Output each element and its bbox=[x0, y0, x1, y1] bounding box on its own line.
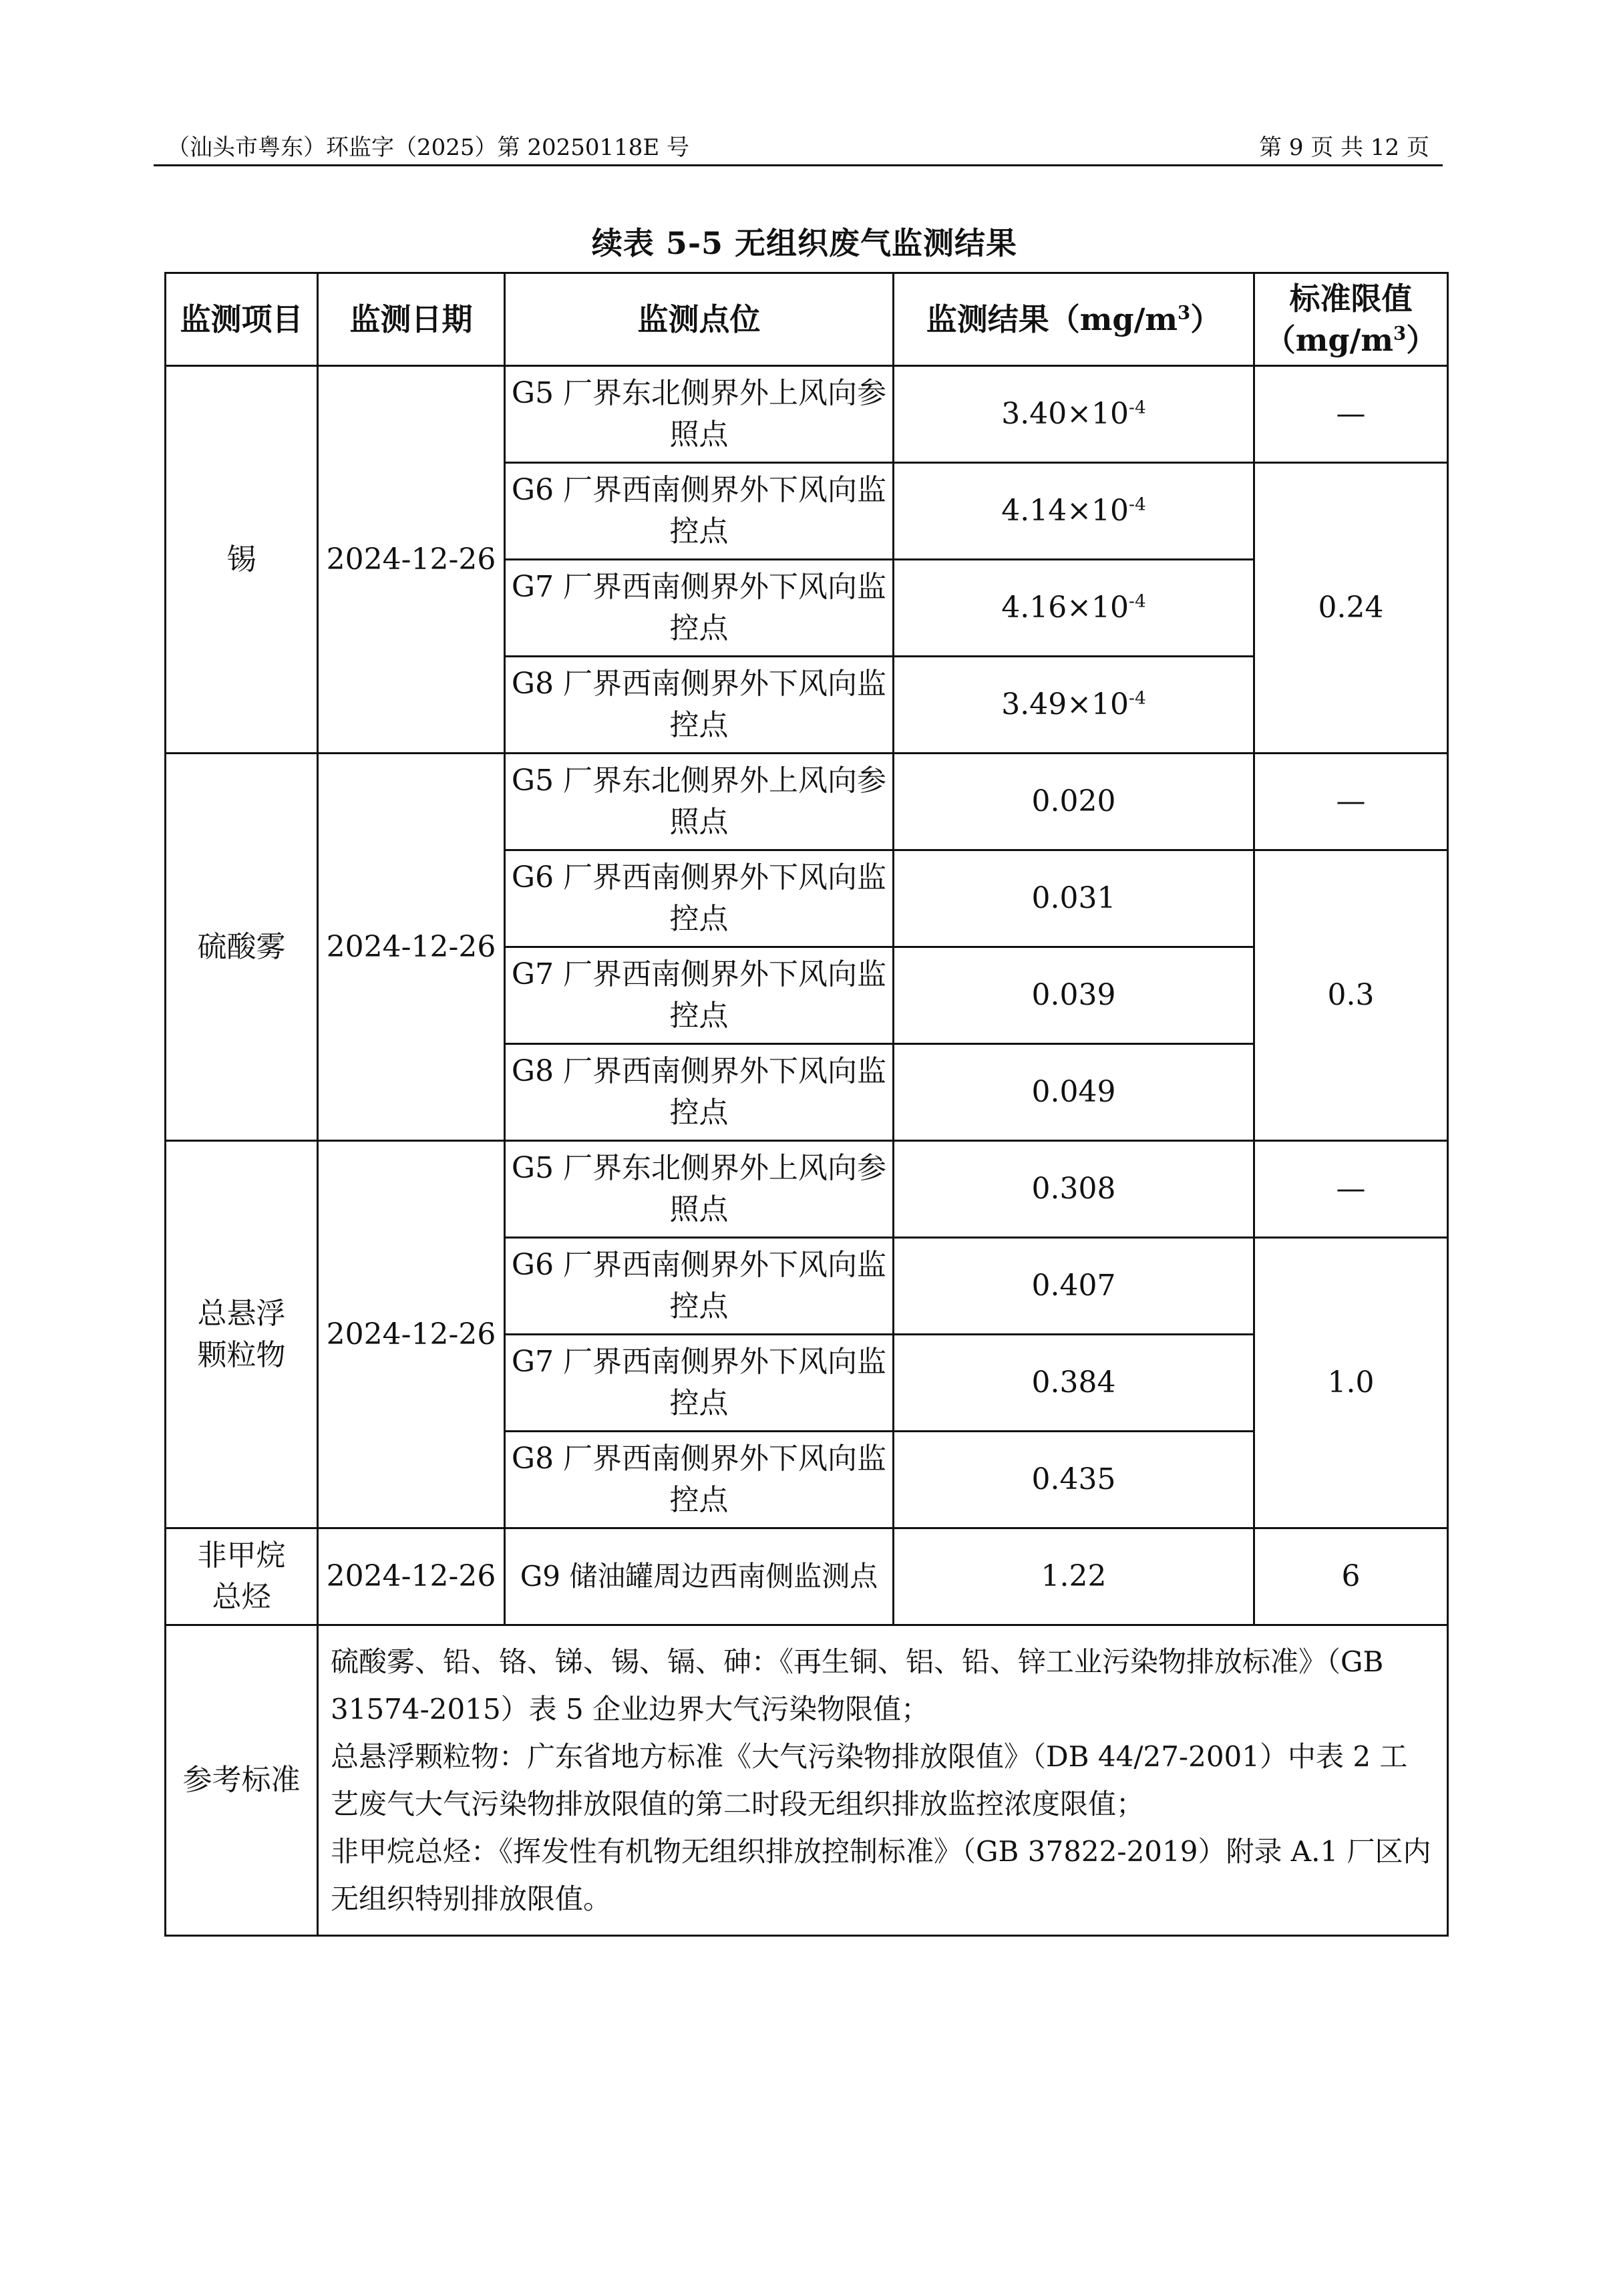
result-exp: -4 bbox=[1129, 397, 1146, 418]
item-line: 颗粒物 bbox=[197, 1337, 286, 1372]
item-line: 总悬浮 bbox=[197, 1296, 286, 1331]
result-cell bbox=[894, 657, 1254, 754]
point-cell: G8 厂界西南侧界外下风向监控点 bbox=[505, 1432, 894, 1528]
limit-cell: 6 bbox=[1254, 1528, 1448, 1625]
header-result-text: 监测结果（mg/m bbox=[926, 301, 1178, 337]
limit-cell: 0.24 bbox=[1254, 463, 1448, 754]
table-title: 续表 5-5 无组织废气监测结果 bbox=[591, 225, 1018, 261]
result-cell: 0.407 bbox=[894, 1238, 1254, 1335]
point-cell: G7 厂界西南侧界外下风向监控点 bbox=[505, 1335, 894, 1432]
point-cell: G5 厂界东北侧界外上风向参照点 bbox=[505, 754, 894, 850]
result-base: 4.14×10 bbox=[1001, 494, 1129, 528]
header-point: 监测点位 bbox=[505, 273, 894, 366]
result-cell: 0.031 bbox=[894, 850, 1254, 947]
result-cell bbox=[894, 463, 1254, 560]
header-result-sup: 3 bbox=[1178, 301, 1191, 324]
result-cell: 1.22 bbox=[894, 1528, 1254, 1625]
item-line: 总烃 bbox=[212, 1580, 271, 1614]
result-cell: 0.020 bbox=[894, 754, 1254, 850]
item-line: 非甲烷 bbox=[197, 1538, 286, 1573]
result-cell: 0.308 bbox=[894, 1141, 1254, 1238]
monitoring-results-table bbox=[164, 272, 1449, 1937]
reference-label: 参考标准 bbox=[166, 1625, 318, 1936]
header-limit-line2 bbox=[1260, 319, 1441, 361]
header-limit-close: ） bbox=[1406, 322, 1437, 358]
result-cell bbox=[894, 366, 1254, 463]
point-cell: G9 储油罐周边西南侧监测点 bbox=[505, 1528, 894, 1625]
header-limit-unit: （mg/m bbox=[1264, 322, 1394, 358]
table-row bbox=[166, 1528, 1448, 1625]
point-cell: G6 厂界西南侧界外下风向监控点 bbox=[505, 1238, 894, 1335]
reference-line: 非甲烷总烃：《挥发性有机物无组织排放控制标准》（GB 37822-2019）附录 A.1 厂区内无组织特别排放限值。 bbox=[331, 1835, 1431, 1915]
header-item: 监测项目 bbox=[166, 273, 318, 366]
table-row bbox=[166, 754, 1448, 850]
header-limit-line1: 标准限值 bbox=[1289, 281, 1413, 317]
point-cell: G6 厂界西南侧界外下风向监控点 bbox=[505, 850, 894, 947]
date-cell: 2024-12-26 bbox=[318, 1141, 505, 1528]
point-cell: G7 厂界西南侧界外下风向监控点 bbox=[505, 560, 894, 657]
document-number: （汕头市粤东）环监字（2025）第 20250118E 号 bbox=[167, 134, 690, 161]
limit-cell: 0.3 bbox=[1254, 850, 1448, 1141]
point-cell: G6 厂界西南侧界外下风向监控点 bbox=[505, 463, 894, 560]
result-exp: -4 bbox=[1129, 494, 1146, 515]
table-row bbox=[166, 366, 1448, 463]
table-header-row bbox=[166, 273, 1448, 366]
date-cell: 2024-12-26 bbox=[318, 1528, 505, 1625]
point-cell: G8 厂界西南侧界外下风向监控点 bbox=[505, 657, 894, 754]
header-limit-sup: 3 bbox=[1393, 322, 1407, 345]
date-cell: 2024-12-26 bbox=[318, 754, 505, 1141]
point-cell: G8 厂界西南侧界外下风向监控点 bbox=[505, 1044, 894, 1141]
point-cell: G5 厂界东北侧界外上风向参照点 bbox=[505, 366, 894, 463]
result-base: 3.49×10 bbox=[1001, 687, 1129, 721]
table-row bbox=[166, 1141, 1448, 1238]
limit-cell: 1.0 bbox=[1254, 1238, 1448, 1528]
page-header bbox=[154, 131, 1443, 166]
result-cell bbox=[894, 560, 1254, 657]
result-base: 3.40×10 bbox=[1001, 397, 1129, 431]
header-date: 监测日期 bbox=[318, 273, 505, 366]
result-cell: 0.039 bbox=[894, 947, 1254, 1044]
reference-line: 总悬浮颗粒物：广东省地方标准《大气污染物排放限值》（DB 44/27-2001）中表 2 工艺废气大气污染物排放限值的第二时段无组织排放监控浓度限值； bbox=[331, 1740, 1408, 1820]
result-exp: -4 bbox=[1129, 591, 1146, 612]
item-sulfuric-acid-mist: 硫酸雾 bbox=[166, 754, 318, 1141]
item-tin: 锡 bbox=[166, 366, 318, 754]
limit-ref-cell: — bbox=[1254, 754, 1448, 850]
header-result-close: ） bbox=[1190, 301, 1222, 337]
result-base: 4.16×10 bbox=[1001, 591, 1129, 625]
point-cell: G7 厂界西南侧界外下风向监控点 bbox=[505, 947, 894, 1044]
reference-text bbox=[318, 1625, 1448, 1936]
item-nmhc bbox=[166, 1528, 318, 1625]
limit-ref-cell: — bbox=[1254, 1141, 1448, 1238]
page-number: 第 9 页 共 12 页 bbox=[1259, 134, 1429, 161]
item-tsp bbox=[166, 1141, 318, 1528]
result-exp: -4 bbox=[1129, 687, 1146, 709]
result-cell: 0.384 bbox=[894, 1335, 1254, 1432]
header-limit bbox=[1254, 273, 1448, 366]
reference-row bbox=[166, 1625, 1448, 1936]
result-cell: 0.435 bbox=[894, 1432, 1254, 1528]
result-cell: 0.049 bbox=[894, 1044, 1254, 1141]
date-cell: 2024-12-26 bbox=[318, 366, 505, 754]
header-result bbox=[894, 273, 1254, 366]
reference-line: 硫酸雾、铅、铬、锑、锡、镉、砷：《再生铜、铝、铅、锌工业污染物排放标准》（GB 31574-2015）表 5 企业边界大气污染物限值； bbox=[331, 1645, 1384, 1726]
limit-ref-cell: — bbox=[1254, 366, 1448, 463]
point-cell: G5 厂界东北侧界外上风向参照点 bbox=[505, 1141, 894, 1238]
